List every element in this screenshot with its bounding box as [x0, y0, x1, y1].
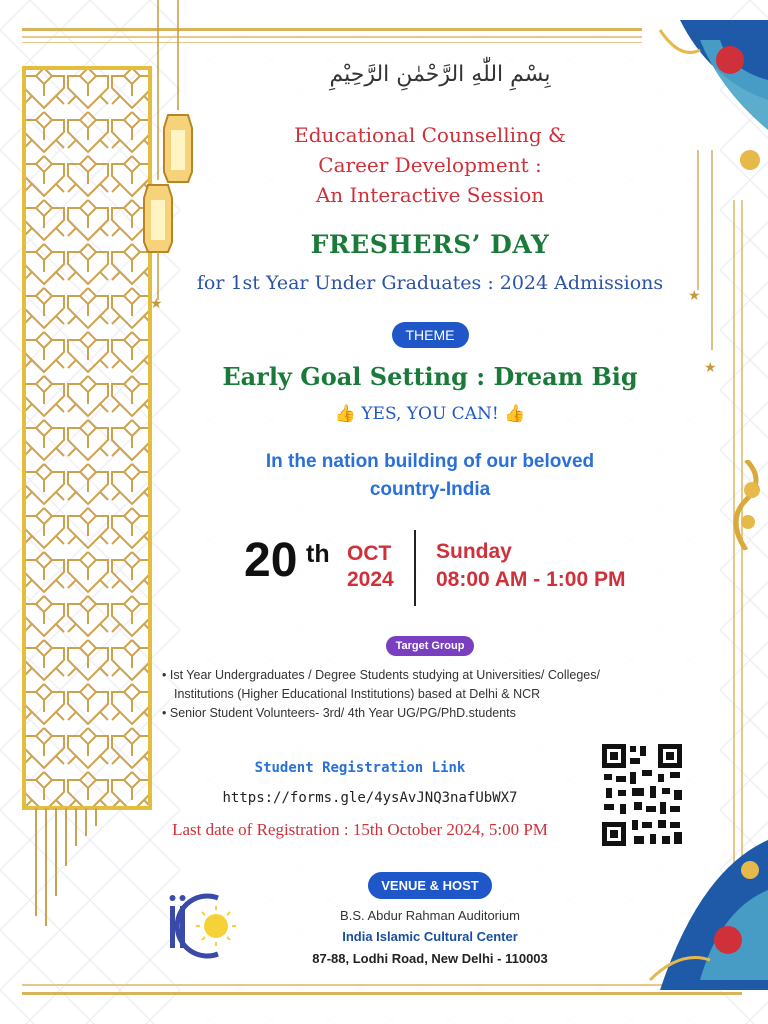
bismillah-calligraphy: بِسْمِ اللّٰهِ الرَّحْمٰنِ الرَّحِيْمِ [329, 62, 551, 87]
target-badge-wrap [80, 634, 768, 653]
nation-line-2: country-India [369, 479, 491, 500]
venue-hall: B.S. Abdur Rahman Auditorium [340, 908, 520, 923]
svg-text:★: ★ [150, 296, 163, 312]
target-group-badge: Target Group [386, 636, 475, 656]
svg-text:★: ★ [704, 360, 717, 376]
subtitle-line-1: Educational Counselling & [294, 123, 566, 147]
yes-text: YES, YOU CAN! [361, 404, 499, 424]
date-divider [414, 530, 416, 606]
thumbs-up-icon-right: 👍 [504, 404, 526, 424]
event-day-suffix: th [306, 540, 330, 568]
top-frame-line-thin-2 [22, 42, 642, 43]
event-time: 08:00 AM - 1:00 PM [436, 568, 626, 591]
yes-you-can [80, 404, 768, 424]
event-year: 2024 [347, 568, 394, 591]
venue-address: 87-88, Lodhi Road, New Delhi - 110003 [312, 951, 548, 966]
event-weekday: Sunday [436, 540, 512, 563]
main-title: FRESHERS’ DAY [310, 230, 550, 259]
target-item: • Ist Year Undergraduates / Degree Students studying at Universities/ Colleges/ [162, 668, 600, 682]
target-item-cont: Institutions (Higher Educational Institutions) based at Delhi & NCR [174, 687, 541, 701]
top-frame-line [22, 28, 642, 31]
nation-line-1: In the nation building of our beloved [265, 451, 595, 472]
registration-label: Student Registration Link [254, 760, 466, 776]
registration-url[interactable]: https://forms.gle/4ysAvJNQ3nafUbWX7 [222, 790, 518, 806]
venue-badge: VENUE & HOST [368, 872, 492, 899]
target-item: • Senior Student Volunteers- 3rd/ 4th Year UG/PG/PhD.students [162, 706, 516, 720]
audience-line: for 1st Year Under Graduates : 2024 Admissions [196, 272, 664, 294]
subtitle-line-2: Career Development : [318, 153, 542, 177]
thumbs-up-icon: 👍 [334, 404, 356, 424]
qr-code[interactable] [600, 742, 684, 848]
theme-title: Early Goal Setting : Dream Big [222, 362, 638, 391]
venue-org: India Islamic Cultural Center [342, 929, 518, 944]
event-month: OCT [347, 542, 392, 565]
registration-deadline: Last date of Registration : 15th October 2024, 5:00 PM [172, 820, 548, 839]
subtitle-line-3: An Interactive Session [315, 183, 545, 207]
event-day: 20 [244, 534, 298, 587]
iic-logo [164, 886, 244, 966]
nation-statement [80, 448, 768, 504]
svg-text:★: ★ [688, 288, 701, 304]
top-frame-line-thin [22, 36, 642, 38]
theme-badge-wrap [80, 322, 768, 348]
session-subtitle [80, 120, 768, 210]
theme-badge: THEME [392, 322, 469, 348]
target-list [162, 666, 682, 723]
